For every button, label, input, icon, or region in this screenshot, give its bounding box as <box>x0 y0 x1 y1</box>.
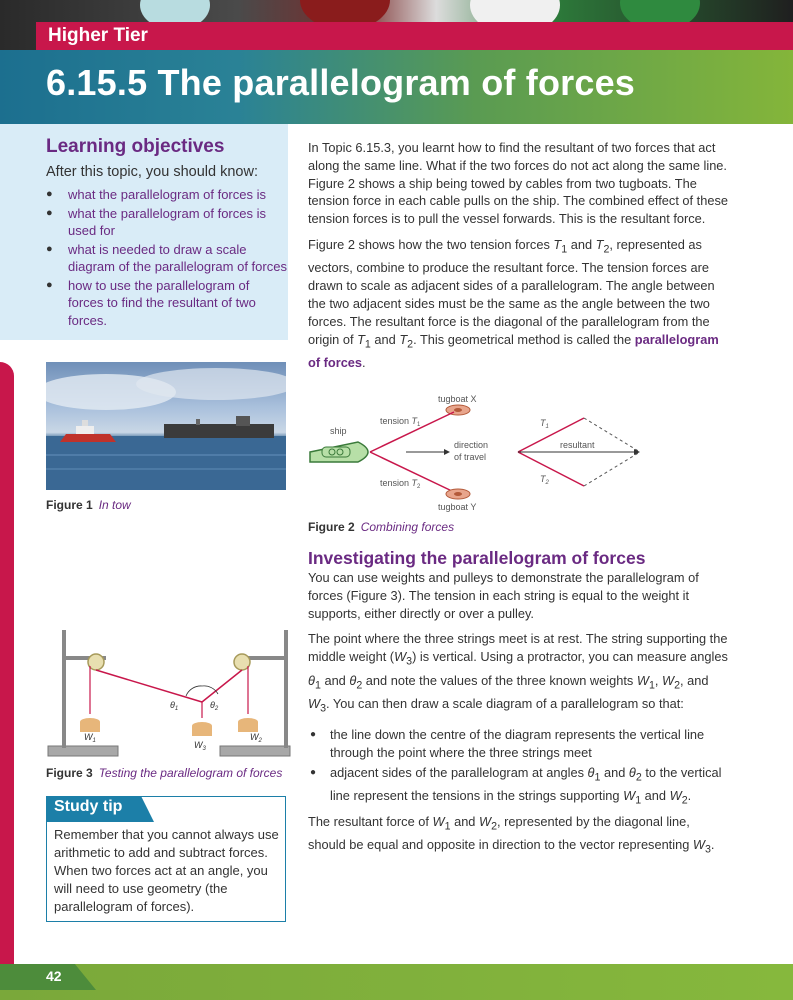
paragraph-weights: You can use weights and pulleys to demonstrate the parallelogram of forces (Figure 3). The tension in each string is equal to the weight it supports, either directly or over a pulley. <box>308 570 699 621</box>
tow-photo-illustration <box>46 362 286 490</box>
paragraph-resultant: The resultant force of $W_1$ and $W_2$, represented by the diagonal line, should be equal and opposite in direction to the vector representing $W_3$. <box>308 813 715 856</box>
t1-vector-label: $T_1$ <box>540 418 549 430</box>
of-travel-label: of travel <box>454 452 487 462</box>
tension-t2-label: tension $T_2$ <box>380 478 421 490</box>
resultant-label: resultant <box>560 440 595 450</box>
title-banner <box>0 50 793 124</box>
figure3-label: Figure 3 <box>46 766 93 780</box>
diagram-bullet-list <box>308 726 728 810</box>
bullet-item: ● the line down the centre of the diagram represents the vertical line through the point where the three strings meet <box>308 726 728 762</box>
direction-label: direction <box>454 440 489 450</box>
figure3-caption <box>46 766 282 780</box>
w2-label: $W_2$ <box>250 732 262 744</box>
tier-label: Higher Tier <box>48 25 148 46</box>
page-number: 42 <box>46 968 62 984</box>
study-tip-text: Remember that you cannot always use arithmetic to add and subtract forces. When two forces act at an angle, you will need to use geometry (the parallelogram of forces). <box>54 827 279 914</box>
figure3-caption-text: Testing the parallelogram of forces <box>98 766 283 780</box>
bullet-item: ● adjacent sides of the parallelogram at angles $\theta_1$ and $\theta_2$ to the vertical line represent the tensions in the strings supporting $W_1$ and $W_2$. <box>308 764 728 811</box>
footer-bar <box>0 964 793 1000</box>
investigation-text <box>308 569 728 867</box>
theta1-label: $\theta_1$ <box>170 700 179 712</box>
intro-text <box>308 139 728 380</box>
tension-t1-label: tension $T_1$ <box>380 416 421 428</box>
objectives-heading: Learning objectives <box>46 136 225 157</box>
w3-label: $W_3$ <box>194 740 206 752</box>
figure2-label: Figure 2 <box>308 520 355 534</box>
tugboat-x-label: tugboat X <box>438 394 477 404</box>
objective-item: ● what is needed to draw a scale diagram of the parallelogram of forces <box>46 241 288 276</box>
page-title: 6.15.5 The parallelogram of forces <box>46 62 636 103</box>
left-accent-bar <box>0 362 14 964</box>
section-heading: Investigating the parallelogram of forces <box>308 548 646 568</box>
paragraph-intro: In Topic 6.15.3, you learnt how to find the resultant of two forces that act along the same line. What if the two forces do not act along the same line. Figure 2 shows a ship being towed by cables from two tugboats. The tension force in each cable pulls on the ship. The combined effect of these tension forces is to pull the vessel forwards. This is the resultant force. <box>308 140 728 227</box>
figure1-label: Figure 1 <box>46 498 93 512</box>
tow-photo <box>46 362 286 490</box>
paragraph-rest: The point where the three strings meet is at rest. The string supporting the middle weight $(W_3)$ is vertical. Using a protractor, you can measure angles $\theta_1$ and $\theta_2$ and note the values of the three known weights $W_1$, $W_2$, and $W_3$. You can then draw a scale diagram of a parallelogram so that: <box>308 631 728 715</box>
tugboat-y-label: tugboat Y <box>438 502 477 512</box>
study-tip-title: Study tip <box>54 798 123 815</box>
figure2-caption-text: Combining forces <box>360 520 455 534</box>
figure2-caption <box>308 520 454 534</box>
objective-item: ● what the parallelogram of forces is <box>46 186 288 204</box>
theta2-label: $\theta_2$ <box>210 700 219 712</box>
objective-item: ● what the parallelogram of forces is used for <box>46 205 288 240</box>
figure1-caption <box>46 498 131 512</box>
w1-label: $W_1$ <box>84 732 96 744</box>
figure1-caption-text: In tow <box>98 498 131 512</box>
paragraph-tension: Figure 2 shows how the two tension forces $T_1$ and $T_2$, represented as vectors, combine to produce the resultant force. The tension forces are drawn to scale as adjacent sides of a parallelogram. The angle between the two adjacent sides must be the same as the angle between the two forces. The resultant force is the diagonal of the parallelogram from the origin of $T_1$ and $T_2$. This geometrical method is called the parallelogram of forces. <box>308 236 719 370</box>
pulley-apparatus-diagram <box>44 622 292 760</box>
t2-vector-label: $T_2$ <box>540 474 549 486</box>
objectives-list <box>46 186 288 329</box>
combining-forces-diagram <box>306 390 656 514</box>
term-parallelogram-of-forces: parallelogram of forces <box>308 331 719 370</box>
ship-label: ship <box>330 426 347 436</box>
tier-banner <box>36 22 793 50</box>
objective-item: ● how to use the parallelogram of forces to find the resultant of two forces. <box>46 277 288 330</box>
objectives-subheading: After this topic, you should know: <box>46 164 258 180</box>
learning-objectives-panel <box>0 124 288 340</box>
